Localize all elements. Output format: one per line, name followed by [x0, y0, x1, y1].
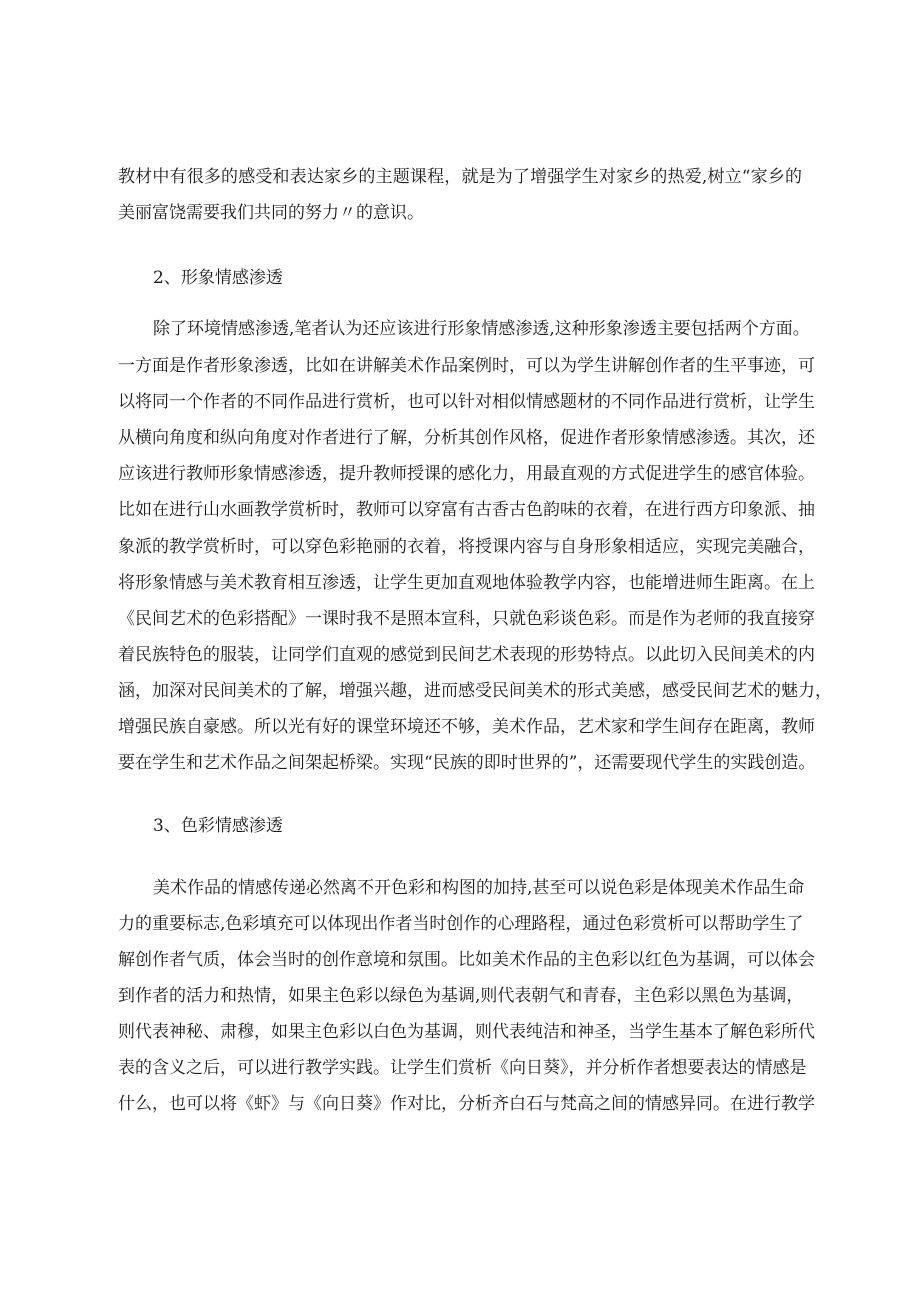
- paragraph-line: 教材中有很多的感受和表达家乡的主题课程，就是为了增强学生对家乡的热爱,树立“家乡的: [118, 167, 802, 187]
- paragraph-line: 力的重要标志,色彩填充可以体现出作者当时创作的心理路程，通过色彩赏析可以帮助学生了: [118, 914, 804, 934]
- paragraph-line: 增强民族自豪感。所以光有好的课堂环境还不够，美术作品，艺术家和学生间存在距离，教师: [118, 717, 815, 737]
- paragraph-line: 象派的教学赏析时，可以穿色彩艳丽的衣着，将授课内容与自身形象相适应，实现完美融合，: [118, 537, 815, 557]
- paragraph-line: 美丽富饶需要我们共同的努力〃的意识。: [118, 203, 424, 223]
- paragraph-line: 《民间艺术的色彩搭配》一课时我不是照本宣科，只就色彩谈色彩。而是作为老师的我直接穿: [118, 609, 815, 629]
- paragraph-line: 涵，加深对民间美术的了解，增强兴趣，进而感受民间美术的形式美感，感受民间艺术的魅力，: [118, 681, 832, 701]
- paragraph-line: 表的含义之后，可以进行教学实践。让学生们赏析《向日葵》，并分析作者想要表达的情感是: [118, 1058, 807, 1078]
- paragraph-line: 着民族特色的服装，让同学们直观的感觉到民间艺术表现的形势特点。以此切入民间美术的内: [118, 645, 815, 665]
- paragraph-line: 从横向角度和纵向角度对作者进行了解，分析其创作风格，促进作者形象情感渗透。其次，还: [118, 428, 815, 448]
- section-heading: 3、色彩情感渗透: [153, 816, 283, 836]
- paragraph-line: 解创作者气质，体会当时的创作意境和氛围。比如美术作品的主色彩以红色为基调，可以体会: [118, 950, 815, 970]
- paragraph-line: 将形象情感与美术教育相互渗透，让学生更加直观地体验教学内容，也能增进师生距离。在上: [118, 573, 815, 593]
- paragraph-line: 一方面是作者形象渗透，比如在讲解美术作品案例时，可以为学生讲解创作者的生平事迹，可: [118, 356, 815, 376]
- paragraph-line: 要在学生和艺术作品之间架起桥梁。实现“民族的即时世界的”，还需要现代学生的实践创造。: [118, 753, 816, 773]
- paragraph-line: 比如在进行山水画教学赏析时，教师可以穿富有古香古色韵味的衣着，在进行西方印象派、抽: [118, 500, 815, 520]
- section-heading: 2、形象情感渗透: [153, 268, 283, 288]
- paragraph-line: 到作者的活力和热情，如果主色彩以绿色为基调,则代表朝气和青春，主色彩以黑色为基调，: [118, 986, 804, 1006]
- paragraph-line: 则代表神秘、肃穆，如果主色彩以白色为基调，则代表纯洁和神圣，当学生基本了解色彩所代: [118, 1022, 815, 1042]
- paragraph-line: 除了环境情感渗透,笔者认为还应该进行形象情感渗透,这种形象渗透主要包括两个方面。: [153, 319, 810, 339]
- paragraph-line: 应该进行教师形象情感渗透，提升教师授课的感化力，用最直观的方式促进学生的感官体验。: [118, 464, 815, 484]
- paragraph-line: 美术作品的情感传递必然离不开色彩和构图的加持,甚至可以说色彩是体现美术作品生命: [153, 878, 805, 898]
- paragraph-line: 以将同一个作者的不同作品进行赏析，也可以针对相似情感题材的不同作品进行赏析，让学生: [118, 392, 815, 412]
- paragraph-line: 什么，也可以将《虾》与《向日葵》作对比，分析齐白石与梵高之间的情感异同。在进行教学: [118, 1094, 815, 1114]
